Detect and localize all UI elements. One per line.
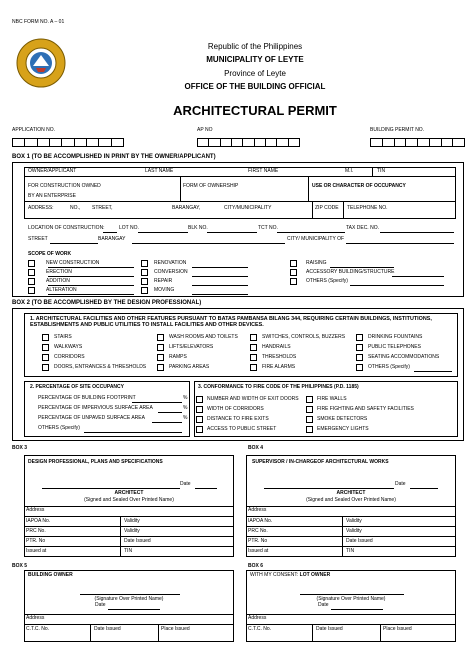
- location-street-label: STREET: [28, 236, 48, 242]
- box4-cell: TIN: [346, 548, 355, 554]
- scope-label: REPAIR: [154, 278, 173, 284]
- pct-sign: %: [183, 395, 188, 401]
- pct-field[interactable]: [152, 422, 182, 423]
- box4-cell: PTR. No: [248, 538, 268, 544]
- box3-date-field[interactable]: [195, 488, 217, 489]
- facility-label: RAMPS: [169, 354, 187, 360]
- erection-checkbox[interactable]: [28, 269, 35, 276]
- enterprise-label: BY AN ENTERPRISE: [28, 193, 76, 199]
- municipality-line: MUNICIPALITY OF LEYTE: [206, 55, 304, 64]
- last-name-label: LAST NAME: [145, 168, 174, 174]
- seating-accommodations-checkbox[interactable]: [356, 354, 363, 361]
- box3-role: ARCHITECT: [114, 490, 144, 496]
- province-line: Province of Leyte: [224, 69, 286, 78]
- addition-checkbox[interactable]: [28, 278, 35, 285]
- box3-cell: PTR. No: [26, 538, 46, 544]
- location-city-field[interactable]: [346, 243, 454, 244]
- construction-owned-label: FOR CONSTRUCTION OWNED: [28, 183, 101, 189]
- wash-rooms-checkbox[interactable]: [157, 334, 164, 341]
- location-label: LOCATION OF CONSTRUCTION:: [28, 225, 105, 231]
- facility-label: LIFTS/ELEVATORS: [169, 344, 214, 350]
- accessory-building-checkbox[interactable]: [290, 269, 297, 276]
- scope-label: CONVERSION: [154, 269, 188, 275]
- address-city-label: CITY/MUNICIPALITY: [224, 205, 272, 211]
- blk-no-field[interactable]: [207, 232, 257, 233]
- building-permit-no-label: BUILDING PERMIT NO.: [370, 127, 425, 133]
- telephone-label: TELEPHONE NO.: [347, 205, 388, 211]
- box3-cell: Issued at: [26, 548, 47, 554]
- scope-label: ADDITION: [46, 278, 70, 284]
- moving-checkbox[interactable]: [141, 287, 148, 294]
- width-corridors-checkbox[interactable]: [196, 406, 203, 413]
- pct-sign: %: [183, 405, 188, 411]
- scope-label: ACCESSORY BUILDING/STRUCTURE: [306, 269, 395, 275]
- fire-label: EMERGENCY LIGHTS: [317, 426, 369, 432]
- box4-signature-field[interactable]: [264, 488, 394, 489]
- box6-signature-field[interactable]: [300, 594, 404, 595]
- facility-label: THRESHOLDS: [262, 354, 297, 360]
- lot-no-label: LOT NO.: [119, 225, 139, 231]
- box3-cell: PRC No.: [26, 528, 46, 534]
- box2-title: BOX 2 (TO BE ACCOMPLISHED BY THE DESIGN PROFESSIONAL): [12, 300, 202, 306]
- scope-of-work-title: SCOPE OF WORK: [28, 251, 72, 257]
- address-no-label: NO.,: [70, 205, 81, 211]
- facility-label: WALKWAYS: [54, 344, 83, 350]
- box6-title: [250, 573, 330, 579]
- form-of-ownership-label: FORM OF OWNERSHIP: [183, 183, 239, 189]
- box4-label: BOX 4: [248, 445, 264, 451]
- ramps-checkbox[interactable]: [157, 354, 164, 361]
- blk-no-label: BLK NO.: [188, 225, 208, 231]
- pct-field[interactable]: [132, 402, 182, 403]
- facility-label: HANDRAILS: [262, 344, 291, 350]
- box4-cell: Date Issued: [346, 538, 373, 544]
- application-no-label: APPLICATION NO.: [12, 127, 55, 133]
- pct-field[interactable]: [158, 412, 182, 413]
- facility-label: SEATING ACCOMMODATIONS: [368, 354, 440, 360]
- tin-label: TIN: [377, 168, 386, 174]
- box3-signature-field[interactable]: [42, 488, 180, 489]
- box3-cell: TIN: [124, 548, 133, 554]
- box6-title-bold: LOT OWNER: [299, 572, 331, 578]
- box3-label: BOX 3: [12, 445, 28, 451]
- thresholds-checkbox[interactable]: [250, 354, 257, 361]
- box3-cell: IAPOA No.: [26, 518, 51, 524]
- address-street-label: STREET,: [92, 205, 113, 211]
- form-number: NBC FORM NO. A – 01: [12, 19, 65, 25]
- scope-label: OTHERS (Specify): [306, 278, 348, 284]
- scope-label: ERECTION: [46, 269, 72, 275]
- box6-date-label: Date: [318, 602, 329, 608]
- box3-date-label: Date: [180, 481, 191, 487]
- fire-label: DISTANCE TO FIRE EXITS: [207, 416, 269, 422]
- location-barangay-field[interactable]: [132, 243, 285, 244]
- box6-ctc-label: C.T.C. No.: [248, 626, 272, 632]
- box5-place-issued-label: Place Issued: [161, 626, 190, 632]
- box5-date-field[interactable]: [108, 609, 160, 610]
- tct-no-field[interactable]: [277, 232, 345, 233]
- box5-ctc-label: C.T.C. No.: [26, 626, 50, 632]
- box3-sub: (Signed and Sealed Over Printed Name): [84, 497, 174, 503]
- emergency-lights-checkbox[interactable]: [306, 426, 313, 433]
- pct-sign: %: [183, 415, 188, 421]
- facilities-heading: 1. ARCHITECTURAL FACILITIES AND OTHER FEATURES PURSUANT TO BATAS PAMBANSA BILANG 344, REQUIRING CERTAIN BUILDINGS, INSTITUTIONS, ESTABLISHMENTS AND PUBLIC UTILITIES TO INSTALL FACILITIES AND OTHER DEVICES.: [30, 316, 432, 329]
- facility-label: PARKING AREAS: [169, 364, 210, 370]
- box3-cell: Date Issued: [124, 538, 151, 544]
- fire-label: SMOKE DETECTORS: [317, 416, 368, 422]
- fire-code-heading: 3. CONFORMANCE TO FIRE CODE OF THE PHILIPPINES (P.D. 1185): [198, 384, 359, 390]
- fire-walls-checkbox[interactable]: [306, 396, 313, 403]
- facility-label: CORRIDORS: [54, 354, 85, 360]
- public-telephones-checkbox[interactable]: [356, 344, 363, 351]
- handrails-checkbox[interactable]: [250, 344, 257, 351]
- facility-label: PUBLIC TELEPHONES: [368, 344, 421, 350]
- box6-sig: (Signature Over Printed Name): [316, 596, 386, 602]
- box1-title: BOX 1 (TO BE ACCOMPLISHED IN PRINT BY THE OWNER/APPLICANT): [12, 154, 216, 160]
- pct-label: PERCENTAGE OF IMPERVIOUS SURFACE AREA: [38, 405, 153, 411]
- box4-role: ARCHITECT: [336, 490, 366, 496]
- location-city-label: CITY/ MUNICIPALITY OF: [287, 236, 345, 242]
- switches-controls-checkbox[interactable]: [250, 334, 257, 341]
- box6-date-field[interactable]: [331, 609, 383, 610]
- lifts-elevators-checkbox[interactable]: [157, 344, 164, 351]
- office-line: OFFICE OF THE BUILDING OFFICIAL: [184, 82, 326, 91]
- box4-cell: Validity: [346, 528, 362, 534]
- page-title: ARCHITECTURAL PERMIT: [173, 103, 337, 118]
- owner-applicant-label: OWNER/APPLICANT: [28, 168, 77, 174]
- first-name-label: FIRST NAME: [248, 168, 279, 174]
- address-label: ADDRESS:: [28, 205, 54, 211]
- box4-cell: Issued at: [248, 548, 269, 554]
- scope-label: NEW CONSTRUCTION: [46, 260, 100, 266]
- walkways-checkbox[interactable]: [42, 344, 49, 351]
- box4-cell: Validity: [346, 518, 362, 524]
- pct-label: PERCENTAGE OF BUILDING FOOTPRINT: [38, 395, 136, 401]
- box6-place-issued-label: Place Issued: [383, 626, 412, 632]
- fire-label: WIDTH OF CORRIDORS: [207, 406, 264, 412]
- fire-label: ACCESS TO PUBLIC STREET: [207, 426, 277, 432]
- fire-label: NUMBER AND WIDTH OF EXIT DOORS: [207, 396, 299, 402]
- doors-entrances-checkbox[interactable]: [42, 364, 49, 371]
- fire-alarms-checkbox[interactable]: [250, 364, 257, 371]
- box3-cell: Validity: [124, 528, 140, 534]
- box6-address-label: Address: [248, 615, 267, 621]
- raising-checkbox[interactable]: [290, 260, 297, 267]
- facility-label: DRINKING FOUNTAINS: [368, 334, 423, 340]
- others-facility-checkbox[interactable]: [356, 364, 363, 371]
- facility-label: OTHERS (Specify): [368, 364, 410, 370]
- alteration-checkbox[interactable]: [28, 287, 35, 294]
- box4-cell: PRC No.: [248, 528, 268, 534]
- box5-date-label: Date: [95, 602, 106, 608]
- location-barangay-label: BARANGAY: [98, 236, 126, 242]
- new-construction-checkbox[interactable]: [28, 260, 35, 267]
- box4-cell: IAPOA No.: [248, 518, 273, 524]
- box4-title: SUPERVISOR / IN-CHARGEOF ARCHITECTURAL WORKS: [252, 459, 389, 465]
- scope-label: ALTERATION: [46, 287, 77, 293]
- smoke-detectors-checkbox[interactable]: [306, 416, 313, 423]
- scope-label: MOVING: [154, 287, 175, 293]
- box5-title: BUILDING OWNER: [28, 572, 73, 578]
- drinking-fountains-checkbox[interactable]: [356, 334, 363, 341]
- box5-signature-field[interactable]: [80, 594, 180, 595]
- scope-label: RAISING: [306, 260, 327, 266]
- scope-label: RENOVATION: [154, 260, 187, 266]
- stairs-checkbox[interactable]: [42, 334, 49, 341]
- box4-sub: (Signed and Sealed Over Printed Name): [306, 497, 396, 503]
- address-barangay-label: BARANGAY,: [172, 205, 201, 211]
- pct-label: OTHERS (Specify): [38, 425, 80, 431]
- facility-label: DOORS, ENTRANCES & THRESHOLDS: [54, 364, 147, 370]
- use-occupancy-label: USE OR CHARACTER OF OCCUPANCY: [312, 183, 406, 189]
- zip-code-label: ZIP CODE: [315, 205, 339, 211]
- corridors-checkbox[interactable]: [42, 354, 49, 361]
- parking-areas-checkbox[interactable]: [157, 364, 164, 371]
- republic-line: Republic of the Philippines: [207, 42, 303, 51]
- access-street-checkbox[interactable]: [196, 426, 203, 433]
- distance-fire-exits-checkbox[interactable]: [196, 416, 203, 423]
- mi-label: M.I.: [345, 168, 354, 174]
- box3-address-label: Address: [26, 507, 45, 513]
- facility-label: STAIRS: [54, 334, 72, 340]
- box5-sig: (Signature Over Printed Name): [94, 596, 164, 602]
- others-scope-checkbox[interactable]: [290, 278, 297, 285]
- box5-label: BOX 5: [12, 563, 28, 569]
- others-facility-field[interactable]: [414, 371, 452, 372]
- box5-address-label: Address: [26, 615, 45, 621]
- facility-label: SWITCHES, CONTROLS, BUZZERS: [262, 334, 346, 340]
- box3-title: DESIGN PROFESSIONAL, PLANS AND SPECIFICATIONS: [28, 459, 163, 465]
- ap-no-label: AP NO: [197, 127, 213, 133]
- site-occupancy-heading: 2. PERCENTAGE OF SITE OCCUPANCY: [30, 384, 124, 390]
- fire-fighting-checkbox[interactable]: [306, 406, 313, 413]
- box6: [246, 570, 456, 642]
- tax-dec-label: TAX DEC. NO.: [346, 225, 379, 231]
- lot-no-field[interactable]: [138, 232, 188, 233]
- box4-date-field[interactable]: [410, 488, 438, 489]
- municipal-seal: [16, 38, 66, 88]
- pct-label: PERCENTAGE OF UNPAVED SURFACE AREA: [38, 415, 145, 421]
- box6-title-prefix: WITH MY CONSENT:: [250, 572, 300, 578]
- tax-dec-field[interactable]: [380, 232, 454, 233]
- box4-address-label: Address: [248, 507, 267, 513]
- conversion-checkbox[interactable]: [141, 269, 148, 276]
- box5-date-issued-label: Date Issued: [94, 626, 121, 632]
- facility-label: FIRE ALARMS: [262, 364, 296, 370]
- location-street-field[interactable]: [50, 243, 98, 244]
- facility-label: WASH ROOMS AND TOILETS: [169, 334, 238, 340]
- box3-cell: Validity: [124, 518, 140, 524]
- application-no-field[interactable]: [12, 138, 124, 147]
- tct-no-label: TCT NO.: [258, 225, 278, 231]
- renovation-checkbox[interactable]: [141, 260, 148, 267]
- box6-label: BOX 6: [248, 563, 264, 569]
- repair-checkbox[interactable]: [141, 278, 148, 285]
- exit-doors-checkbox[interactable]: [196, 396, 203, 403]
- building-permit-no-field[interactable]: [370, 138, 465, 147]
- fire-label: FIRE FIGHTING AND SAFETY FACILITIES: [317, 406, 414, 412]
- ap-no-field[interactable]: [197, 138, 300, 147]
- fire-label: FIRE WALLS: [317, 396, 347, 402]
- pct-field[interactable]: [84, 432, 182, 433]
- box4-date-label: Date: [395, 481, 406, 487]
- box5: [24, 570, 234, 642]
- box6-date-issued-label: Date Issued: [316, 626, 343, 632]
